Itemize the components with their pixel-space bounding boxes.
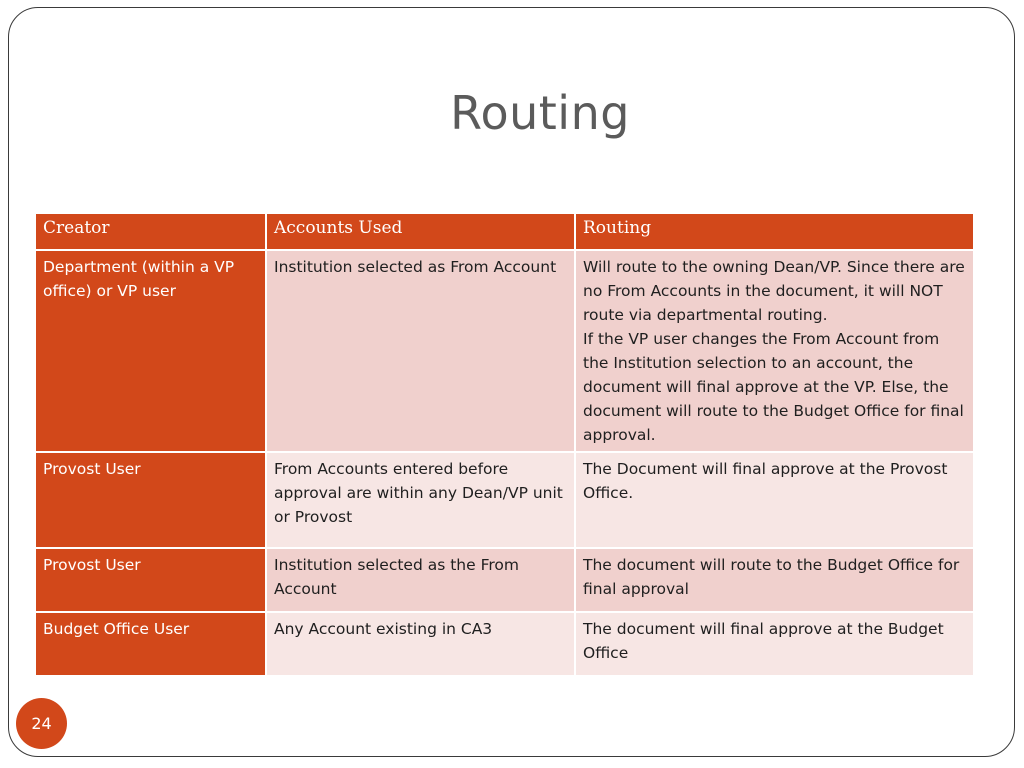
page-number: 24	[31, 714, 52, 733]
header-routing: Routing	[575, 213, 974, 250]
routing-cell	[575, 612, 974, 676]
header-creator: Creator	[35, 213, 266, 250]
slide-title: Routing	[450, 86, 630, 140]
page-number-badge	[16, 698, 67, 749]
accounts-cell: From Accounts entered before approval are within any Dean/VP unit or Provost	[266, 452, 575, 548]
routing-paragraph: Will route to the owning Dean/VP. Since there are no From Accounts in the document, it will NOT route via departmental routing.	[583, 258, 965, 324]
creator-cell: Budget Office User	[35, 612, 266, 676]
accounts-cell: Institution selected as From Account	[266, 250, 575, 452]
routing-paragraph: The document will final approve at the Budget Office	[583, 620, 944, 662]
header-accounts-used: Accounts Used	[266, 213, 575, 250]
creator-cell: Provost User	[35, 452, 266, 548]
creator-cell: Department (within a VP office) or VP user	[35, 250, 266, 452]
creator-cell: Provost User	[35, 548, 266, 612]
table-row	[35, 250, 974, 452]
table-row	[35, 612, 974, 676]
table-header-row	[35, 213, 974, 250]
accounts-cell: Any Account existing in CA3	[266, 612, 575, 676]
routing-paragraph: If the VP user changes the From Account from the Institution selection to an account, the document will final approve at the VP. Else, the document will route to the Budget Office for final approval.	[583, 330, 964, 444]
accounts-cell: Institution selected as the From Account	[266, 548, 575, 612]
routing-cell	[575, 548, 974, 612]
routing-paragraph: The document will route to the Budget Office for final approval	[583, 556, 960, 598]
table-row	[35, 548, 974, 612]
routing-table	[34, 212, 975, 677]
routing-cell	[575, 250, 974, 452]
routing-paragraph: The Document will final approve at the Provost Office.	[583, 460, 948, 502]
routing-cell	[575, 452, 974, 548]
table-row	[35, 452, 974, 548]
